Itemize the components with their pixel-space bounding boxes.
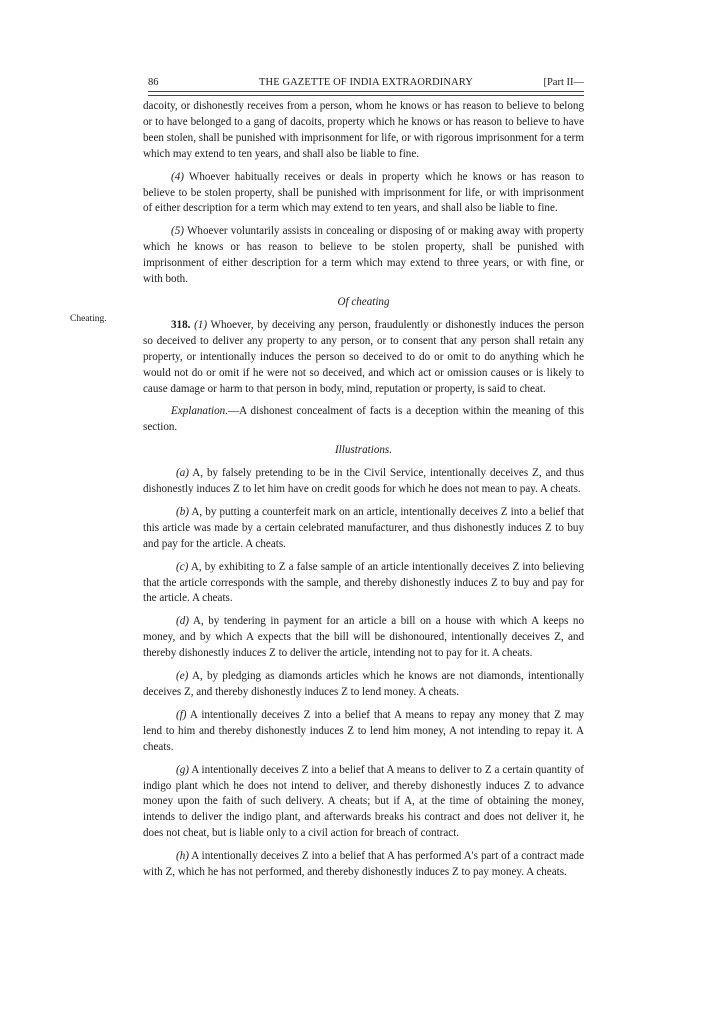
illustration-label: (b) bbox=[176, 505, 189, 518]
explanation bbox=[143, 404, 584, 436]
paragraph-text: A intentionally deceives Z into a belief that A has performed A's part of a contract made with Z, which he has not performed, and thereby dishonestly induces Z to pay money. A cheats. bbox=[143, 850, 584, 879]
paragraph-text: Whoever, by deceiving any person, fraudulently or dishonestly induces the person so deceived to deliver any property to any person, or to consent that any person shall retain any property, or intentionally induces the person so deceived to do or omit to do anything which he would not do or omit if he were not so deceived, and which act or omission causes or is likely to cause damage or harm to that person in body, mind, reputation or property, is said to cheat. bbox=[143, 318, 584, 395]
illustration-e bbox=[143, 669, 584, 701]
illustration-b bbox=[143, 505, 584, 553]
paragraph-text: Whoever voluntarily assists in concealing or disposing of or making away with property which he knows or has reason to believe to be stolen property, shall be punished with imprisonment of either description for a term which may extend to three years, or with fine, or with both. bbox=[143, 225, 584, 286]
paragraph-text: Whoever habitually receives or deals in property which he knows or has reason to believe to be stolen property, shall be punished with imprisonment for life, or with imprisonment of either description for a term which may extend to ten years, and shall also be liable to fine. bbox=[143, 170, 584, 215]
illustration-label: (g) bbox=[176, 763, 189, 776]
paragraph-text: —A dishonest concealment of facts is a deception within the meaning of this section. bbox=[143, 405, 584, 434]
paragraph-text: A, by tendering in payment for an article a bill on a house with which A keeps no money, and by which A expects that the bill will be dishonoured, intentionally deceives Z, and thereby dishonestly induces Z to deliver the article, intending not to pay for it. A cheats. bbox=[143, 615, 584, 660]
gazette-title: THE GAZETTE OF INDIA EXTRAORDINARY bbox=[259, 77, 473, 88]
paragraph-text: A, by exhibiting to Z a false sample of an article intentionally deceives Z into believing that the article corresponds with the sample, and thereby dishonestly induces Z to buy and pay for the article. A cheats. bbox=[143, 560, 584, 605]
illustration-a bbox=[143, 466, 584, 498]
section-number: 318. bbox=[171, 318, 191, 331]
illustration-label: (a) bbox=[176, 467, 189, 480]
paragraph-text: A, by putting a counterfeit mark on an article, intentionally deceives Z into a belief that this article was made by a certain celebrated manufacturer, and thus dishonestly induces Z to buy and pay for the article. A cheats. bbox=[143, 505, 584, 550]
section-318 bbox=[143, 318, 584, 398]
illustration-c bbox=[143, 560, 584, 608]
illustration-label: (e) bbox=[176, 670, 189, 683]
subsection-number: (5) bbox=[171, 225, 184, 238]
heading-of-cheating: Of cheating bbox=[337, 295, 390, 308]
illustration-g bbox=[143, 763, 584, 843]
illustration-f bbox=[143, 708, 584, 756]
heading-illustrations: Illustrations. bbox=[334, 444, 393, 457]
margin-note-cheating: Cheating. bbox=[70, 314, 107, 324]
explanation-label: Explanation. bbox=[171, 405, 229, 418]
illustration-label: (c) bbox=[176, 560, 189, 573]
illustration-h bbox=[143, 849, 584, 881]
illustration-label: (h) bbox=[176, 850, 189, 863]
part-label: [Part II— bbox=[543, 77, 584, 88]
paragraph-text: A intentionally deceives Z into a belief that A means to deliver to Z a certain quantity of indigo plant which he does not intend to deliver, and thereby dishonestly induces Z to advance money upon the faith of such delivery. A cheats; but if A, at the time of obtaining the money, intends to deliver the indigo plant, and afterwards breaks his contract and does not deliver it, he does not cheat, but is liable only to a civil action for breach of contract. bbox=[143, 763, 584, 840]
page-number: 86 bbox=[148, 77, 159, 88]
paragraph-text: A, by pledging as diamonds articles which he knows are not diamonds, intentionally deceives Z, and thereby dishonestly induces Z to lend money. A cheats. bbox=[143, 670, 584, 698]
paragraph-subsection-4 bbox=[143, 170, 584, 218]
subsection-number: (4) bbox=[171, 170, 184, 183]
illustration-label: (f) bbox=[176, 708, 187, 721]
paragraph-text: A, by falsely pretending to be in the Civil Service, intentionally deceives Z, and thus dishonestly induces Z to let him have on credit goods for which he does not mean to pay. A cheats. bbox=[143, 467, 584, 496]
header-rule bbox=[148, 91, 584, 96]
paragraph-text: dacoity, or dishonestly receives from a person, whom he knows or has reason to believe to belong or to have belonged to a gang of dacoits, property which he knows or has reason to believe to have been stolen, shall be punished with imprisonment for life, or with rigorous imprisonment for a term which may extend to ten years, and shall also be liable to fine. bbox=[143, 100, 584, 160]
page-body bbox=[143, 99, 584, 888]
paragraph-text: A intentionally deceives Z into a belief that A means to repay any money that Z may lend to him and thereby dishonestly induces Z to lend him money, A not intending to repay it. A cheats. bbox=[143, 708, 584, 753]
illustration-d bbox=[143, 614, 584, 662]
paragraph-dacoity-continuation bbox=[143, 99, 584, 163]
subsection-number: (1) bbox=[194, 318, 208, 331]
paragraph-subsection-5 bbox=[143, 224, 584, 288]
page-header bbox=[148, 77, 584, 91]
illustration-label: (d) bbox=[176, 615, 189, 628]
